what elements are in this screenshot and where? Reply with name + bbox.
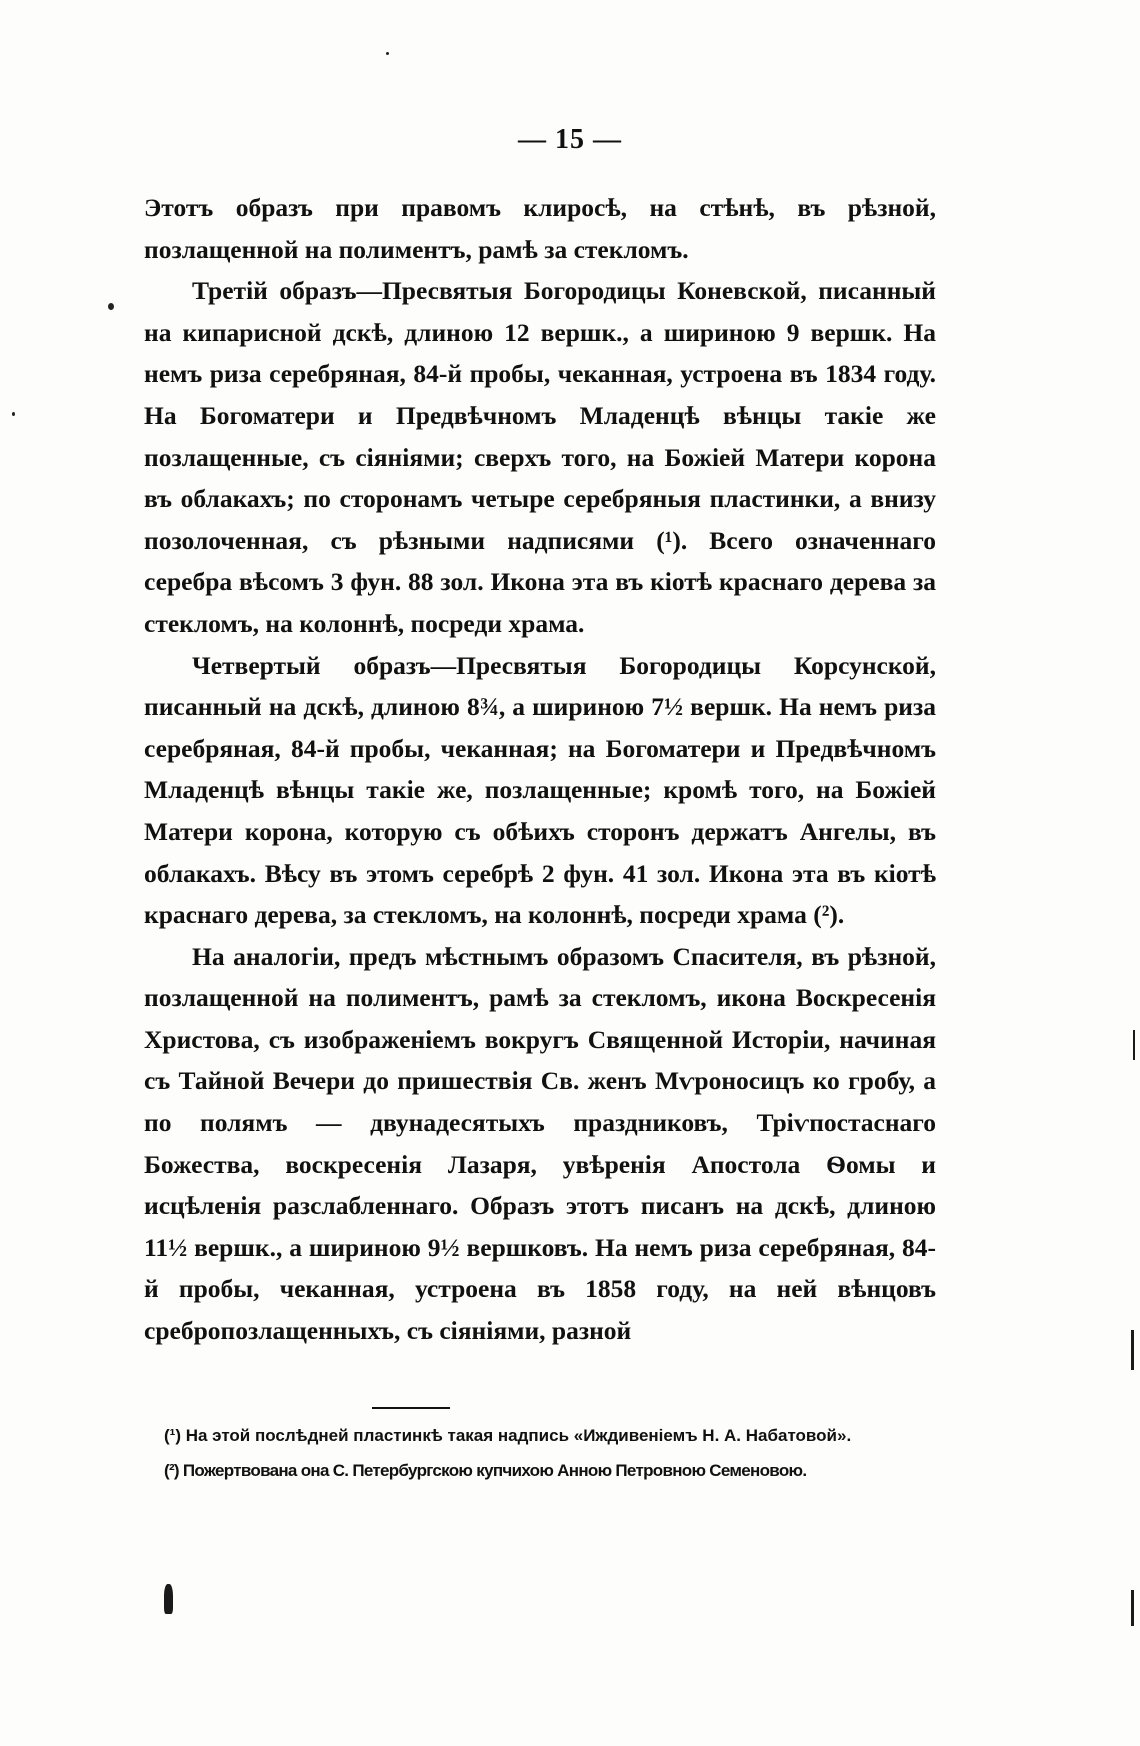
paragraph-1: Этотъ образъ при правомъ клиросѣ, на стѣнѣ, въ рѣзной, позлащенной на полиментъ, рамѣ за стекломъ. <box>144 193 936 264</box>
main-text <box>144 187 936 1352</box>
footnotes <box>144 1423 936 1493</box>
scan-mark <box>1131 1330 1134 1370</box>
scan-mark <box>164 1584 173 1614</box>
scan-mark <box>1131 1590 1134 1626</box>
footnote-2: (²) Пожертвована она С. Петербургскою купчихою Анною Петровною Семеновою. <box>164 1461 807 1480</box>
paragraph-4: На аналогіи, предъ мѣстнымъ образомъ Спасителя, въ рѣзной, позлащенной на полиментъ, рамѣ за стекломъ, икона Воскресенія Христова, съ изображеніемъ вокругъ Священной Исторіи, начиная съ Тайной Вечери до пришествія Св. женъ Мѵроносицъ ко гробу, а по полямъ — двунадесятыхъ праздниковъ, Тріѵпостаснаго Божества, воскресенія Лазаря, увѣренія Апостола Ѳомы и исцѣленія разслабленнаго. Образъ этотъ писанъ на дскѣ, длиною 11½ вершк., а шириною 9½ вершковъ. На немъ риза серебряная, 84-й пробы, чеканная, устроена въ 1858 году, на ней вѣнцовъ сребропозлащенныхъ, съ сіяніями, разной <box>144 941 936 1346</box>
scan-speck <box>108 303 114 310</box>
footnote-divider <box>372 1407 450 1409</box>
scan-speck <box>12 412 15 416</box>
footnote-1: (¹) На этой послѣдней пластинкѣ такая надпись «Иждивеніемъ Н. А. Набатовой». <box>164 1426 852 1445</box>
paragraph-3: Четвертый образъ—Пресвятыя Богородицы Корсунской, писанный на дскѣ, длиною 8¾, а шириною 7½ вершк. На немъ риза серебряная, 84-й пробы, чеканная; на Богоматери и Предвѣчномъ Младенцѣ вѣнцы такіе же, позлащенные; кромѣ того, на Божіей Матери корона, которую съ обѣихъ сторонъ держатъ Ангелы, въ облакахъ. Вѣсу въ этомъ серебрѣ 2 фун. 41 зол. Икона эта въ кіотѣ краснаго дерева, за стекломъ, на колоннѣ, посреди храма (²). <box>144 650 936 930</box>
scan-speck <box>386 52 389 55</box>
scan-mark <box>1133 1030 1135 1060</box>
page-number: — 15 — <box>518 124 622 155</box>
paragraph-2: Третій образъ—Пресвятыя Богородицы Коневской, писанный на кипарисной дскѣ, длиною 12 вершк., а шириною 9 вершк. На немъ риза серебряная, 84-й пробы, чеканная, устроена въ 1834 году. На Богоматери и Предвѣчномъ Младенцѣ вѣнцы такіе же позлащенные, съ сіяніями; сверхъ того, на Божіей Матери корона въ облакахъ; по сторонамъ четыре серебряныя пластинки, а внизу позолоченная, съ рѣзными надписями (¹). Всего означеннаго серебра вѣсомъ 3 фун. 88 зол. Икона эта въ кіотѣ краснаго дерева за стекломъ, на колоннѣ, посреди храма. <box>144 276 936 638</box>
